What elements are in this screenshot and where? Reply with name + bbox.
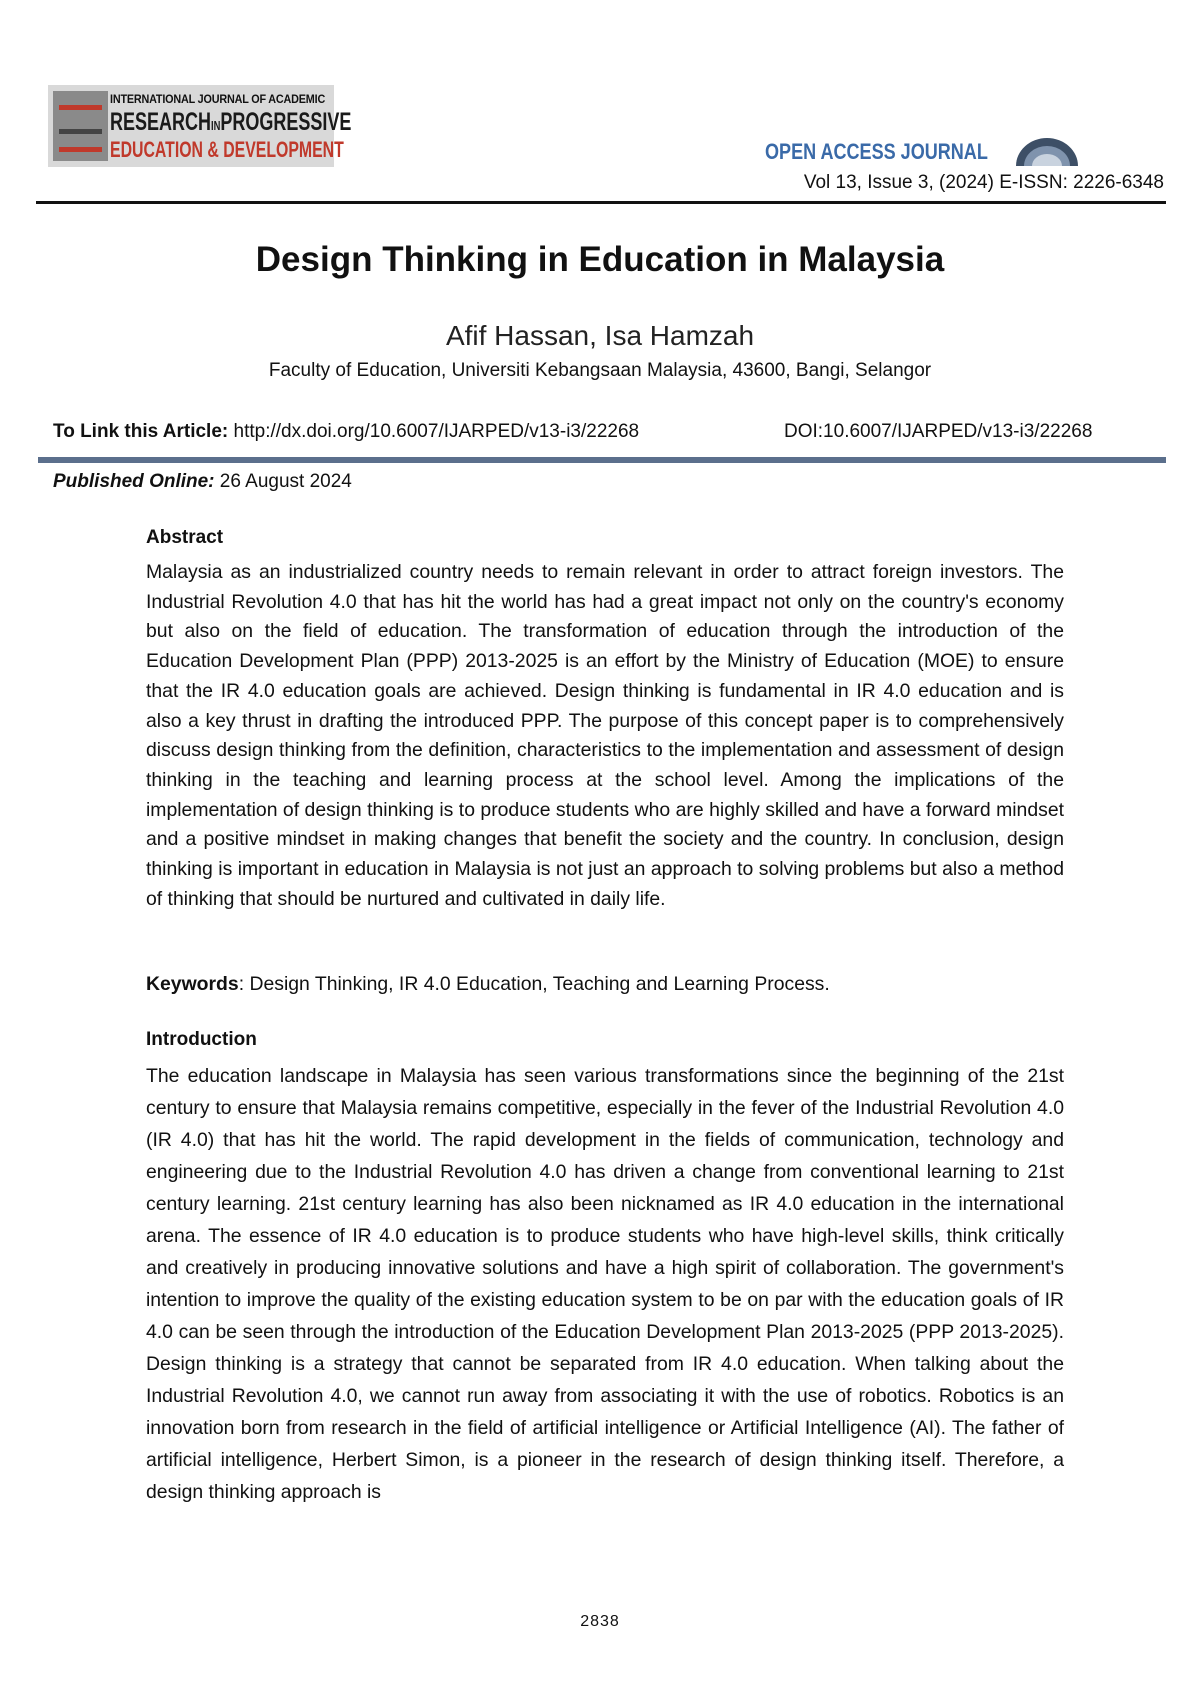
volume-issue: Vol 13, Issue 3, (2024) E-ISSN: 2226-6348 [803,172,1164,193]
journal-logo [48,85,352,167]
keywords-label: Keywords [146,973,239,995]
article-link-row [53,421,639,443]
published-online [53,471,352,493]
logo-line-1: INTERNATIONAL JOURNAL OF ACADEMIC [110,92,326,106]
logo-emblem-icon [53,91,108,161]
abstract-text: Malaysia as an industrialized country needs to remain relevant in order to attract foreign investors. The Industrial Revolution 4.0 that has hit the world has had a great impact not only on the country's economy but also on the field of education. The transformation of education through the introduction of the Education Development Plan (PPP) 2013-2025 is an effort by the Ministry of Education (MOE) to ensure that the IR 4.0 education goals are achieved. Design thinking is fundamental in IR 4.0 education and is also a key thrust in drafting the introduced PPP. The purpose of this concept paper is to comprehensively discuss design thinking from the definition, characteristics to the implementation and assessment of design thinking in the teaching and learning process at the school level. Among the implications of the implementation of design thinking is to produce students who are highly skilled and have a forward mindset and a positive mindset in making changes that benefit the society and the country. In conclusion, design thinking is important in education in Malaysia is not just an approach to solving problems but also a method of thinking that should be nurtured and cultivated in daily life. [146,561,1064,910]
published-label: Published Online: [53,471,215,492]
published-date: 26 August 2024 [219,471,352,492]
open-access-label: OPEN ACCESS JOURNAL [765,139,988,164]
article-doi[interactable]: DOI:10.6007/IJARPED/v13-i3/22268 [784,421,1093,442]
introduction-heading: Introduction [146,1029,257,1050]
introduction-text: The education landscape in Malaysia has seen various transformations since the beginning of the 21st century to ensure that Malaysia remains competitive, especially in the fever of the Industrial Revolution 4.0 (IR 4.0) that has hit the world. The rapid development in the fields of communication, technology and engineering due to the Industrial Revolution 4.0 has driven a change from conventional learning to 21st century learning. 21st century learning has also been nicknamed as IR 4.0 education in the international arena. The essence of IR 4.0 education is to produce students who have high-level skills, think critically and creatively in producing innovative solutions and have a high spirit of collaboration. The government's intention to improve the quality of the existing education system to be on par with the education goals of IR 4.0 can be seen through the introduction of the Education Development Plan 2013-2025 (PPP 2013-2025). Design thinking is a strategy that cannot be separated from IR 4.0 education. When talking about the Industrial Revolution 4.0, we cannot run away from associating it with the use of robotics. Robotics is an innovation born from research in the field of artificial intelligence or Artificial Intelligence (AI). The father of artificial intelligence, Herbert Simon, is a pioneer in the research of design thinking itself. Therefore, a design thinking approach is [146,1065,1064,1503]
section-divider [38,457,1166,463]
open-access-arc-icon [1012,134,1082,168]
article-link[interactable]: http://dx.doi.org/10.6007/IJARPED/v13-i3/22268 [233,421,640,442]
logo-line-3: EDUCATION & DEVELOPMENT [110,137,344,162]
header-rule [36,201,1166,204]
keywords-list: : Design Thinking, IR 4.0 Education, Teaching and Learning Process. [238,973,830,995]
link-label: To Link this Article: [53,421,229,442]
article-authors: Afif Hassan, Isa Hamzah [445,320,755,351]
logo-line-2: RESEARCHINPROGRESSIVE [110,108,352,136]
abstract-heading: Abstract [146,527,224,548]
author-affiliation: Faculty of Education, Universiti Kebangsaan Malaysia, 43600, Bangi, Selangor [268,360,932,381]
keywords [146,973,830,996]
page-number: 2838 [580,1613,620,1630]
article-title: Design Thinking in Education in Malaysia [255,240,945,279]
